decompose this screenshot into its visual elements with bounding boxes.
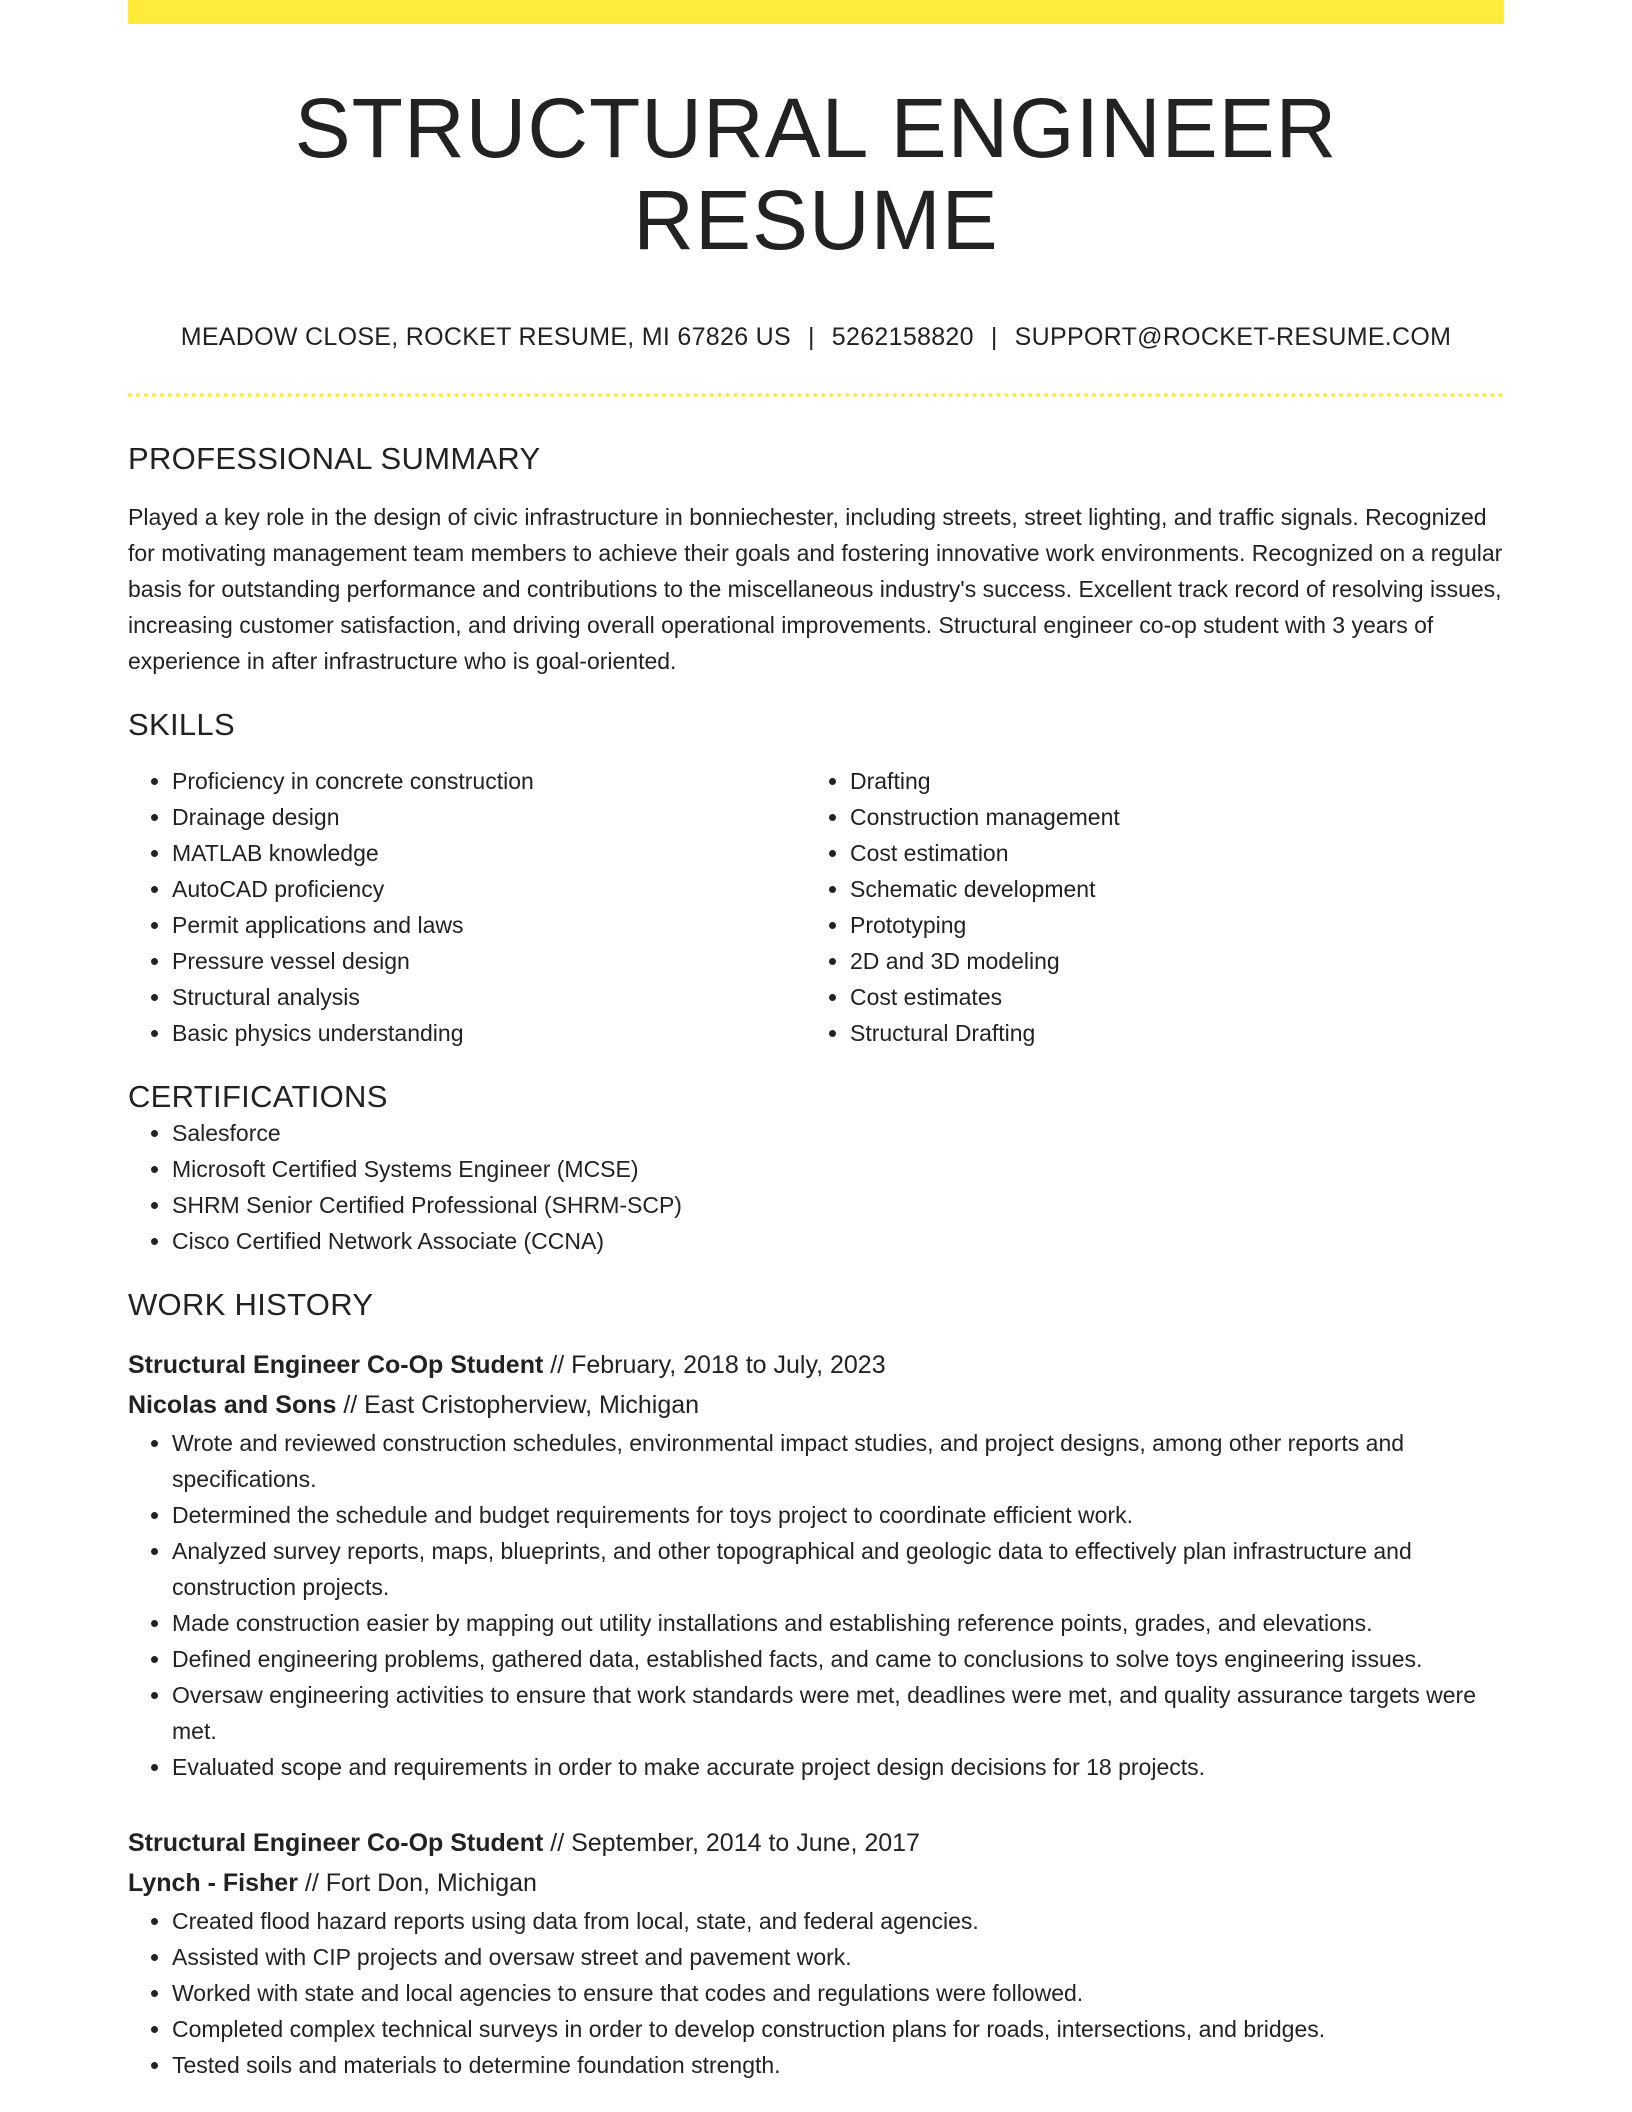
skills-list-right [806, 763, 1484, 1051]
contact-separator: | [990, 322, 998, 351]
job-bullet: • Completed complex technical surveys in order to develop construction plans for roads, intersections, and bridges. [172, 2011, 1504, 2047]
contact-line [128, 323, 1504, 352]
certification-item: • Cisco Certified Network Associate (CCNA) [172, 1223, 1504, 1259]
job-company: Lynch - Fisher [128, 1868, 298, 1897]
job-company-line [128, 1863, 1504, 1903]
job-title: Structural Engineer Co-Op Student [128, 1828, 544, 1857]
contact-email: SUPPORT@ROCKET-RESUME.COM [1014, 322, 1452, 351]
certification-item: • SHRM Senior Certified Professional (SHRM-SCP) [172, 1187, 1504, 1223]
skill-item: • Cost estimation [850, 835, 1484, 871]
job-entry [128, 1345, 1504, 1785]
certification-item: • Salesforce [172, 1115, 1504, 1151]
job-location: // Fort Don, Michigan [297, 1868, 537, 1897]
job-bullet: • Wrote and reviewed construction schedules, environmental impact studies, and project designs, among other reports and specifications. [172, 1425, 1504, 1497]
job-bullet-list [128, 1903, 1504, 2083]
contact-separator: | [808, 322, 815, 351]
skills-grid [128, 763, 1504, 1051]
job-location: // East Cristopherview, Michigan [336, 1390, 700, 1419]
job-bullet: • Created flood hazard reports using data from local, state, and federal agencies. [172, 1903, 1504, 1939]
job-company: Nicolas and Sons [128, 1390, 337, 1419]
skills-list-left [128, 763, 806, 1051]
skills-column-left [128, 763, 806, 1051]
job-bullet: • Worked with state and local agencies to ensure that codes and regulations were followed. [172, 1975, 1504, 2011]
resume-page [128, 0, 1504, 2083]
work-history-heading: WORK HISTORY [128, 1286, 374, 1322]
job-bullet: • Determined the schedule and budget requirements for toys project to coordinate efficient work. [172, 1497, 1504, 1533]
job-title-line [128, 1823, 1504, 1863]
job-bullet: • Tested soils and materials to determine foundation strength. [172, 2047, 1504, 2083]
skill-item: • Prototyping [850, 907, 1484, 943]
job-entry [128, 1823, 1504, 2083]
contact-address: MEADOW CLOSE, ROCKET RESUME, MI 67826 US [180, 322, 791, 351]
job-dates: // September, 2014 to June, 2017 [543, 1828, 920, 1857]
skill-item: • Structural Drafting [850, 1015, 1484, 1051]
skill-item: • MATLAB knowledge [172, 835, 806, 871]
job-bullet-list [128, 1425, 1504, 1785]
job-company-line [128, 1385, 1504, 1425]
certification-item: • Microsoft Certified Systems Engineer (MCSE) [172, 1151, 1504, 1187]
skills-heading: SKILLS [128, 706, 235, 742]
job-bullet: • Assisted with CIP projects and oversaw street and pavement work. [172, 1939, 1504, 1975]
certifications-heading: CERTIFICATIONS [128, 1078, 388, 1114]
summary-text: Played a key role in the design of civic infrastructure in bonniechester, including streets, street lighting, and traffic signals. Recognized for motivating management team members to achieve their goals and fostering innovative work environments. Recognized on a regular basis for outstanding performance and contributions to the miscellaneous industry's success. Excellent track record of resolving issues, increasing customer satisfaction, and driving overall operational improvements. Structural engineer co-op student with 3 years of experience in after infrastructure who is goal-oriented. [128, 503, 1503, 674]
certifications-list [128, 1115, 1504, 1259]
skill-item: • Permit applications and laws [172, 907, 806, 943]
summary-heading: PROFESSIONAL SUMMARY [128, 440, 541, 476]
skill-item: • Drafting [850, 763, 1484, 799]
job-bullet: • Evaluated scope and requirements in order to make accurate project design decisions for 18 projects. [172, 1749, 1504, 1785]
job-dates: // February, 2018 to July, 2023 [543, 1350, 886, 1379]
skill-item: • Pressure vessel design [172, 943, 806, 979]
skill-item: • Drainage design [172, 799, 806, 835]
dotted-divider [128, 393, 1504, 397]
skill-item: • AutoCAD proficiency [172, 871, 806, 907]
job-title-line [128, 1345, 1504, 1385]
skill-item: • 2D and 3D modeling [850, 943, 1484, 979]
job-title: Structural Engineer Co-Op Student [128, 1350, 544, 1379]
job-bullet: • Made construction easier by mapping out utility installations and establishing reference points, grades, and elevations. [172, 1605, 1504, 1641]
skill-item: • Schematic development [850, 871, 1484, 907]
resume-title: STRUCTURAL ENGINEER RESUME [294, 81, 1338, 268]
job-bullet: • Analyzed survey reports, maps, blueprints, and other topographical and geologic data to effectively plan infrastructure and construction projects. [172, 1533, 1504, 1605]
skill-item: • Construction management [850, 799, 1484, 835]
skill-item: • Structural analysis [172, 979, 806, 1015]
skill-item: • Proficiency in concrete construction [172, 763, 806, 799]
accent-top-bar [128, 0, 1504, 24]
skills-column-right [806, 763, 1484, 1051]
job-bullet: • Defined engineering problems, gathered data, established facts, and came to conclusions to solve toys engineering issues. [172, 1641, 1504, 1677]
contact-phone: 5262158820 [831, 322, 974, 351]
job-bullet: • Oversaw engineering activities to ensure that work standards were met, deadlines were met, and quality assurance targets were met. [172, 1677, 1504, 1749]
skill-item: • Cost estimates [850, 979, 1484, 1015]
skill-item: • Basic physics understanding [172, 1015, 806, 1051]
